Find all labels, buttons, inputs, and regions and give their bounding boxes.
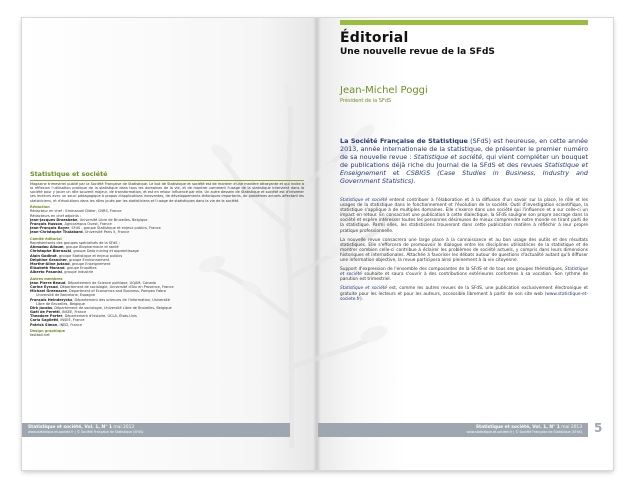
body-paragraph: Support d'expression de l'ensemble des composantes de la SFdS et de tous ses groupes thématiques, Statistique et société souhaite et saura s'ouvrir à des contributions extérieures conformes à sa vocation. Son rythme de parution est trimestriel.: [340, 267, 588, 283]
autres-line: François Heinderyckx, Département des sciences de l'information, Université: [30, 297, 170, 302]
redaction-title: Rédaction: [30, 205, 50, 210]
autres-line: Patrick Simon, INED, France: [30, 322, 82, 327]
body-paragraph: Statistique et société entend contribuer à l'élaboration et à la diffusion d'un savoir sur la place, le rôle et les usages de la statistique dans le fonctionnement et l'évolution de la société. Outil d'investigation scientifique, la statistique s'applique à de multiples domaines. Elle s'exerce dans une société qui l'influence et a sur celle-ci un impact en retour. En consacrant une publication à cette dialectique, la SFdS souligne son propre ancrage dans la société et espère intéresser toutes les personnes désireuses de mieux comprendre notre monde en tirant parti de la statistique. Parmi elles, les statisticiens trouveront dans cette publication matière à réfléchir à leur propre pratique professionnelle.: [340, 198, 589, 234]
comite-line: Elisabeth Morand, groupe Enquêtes: [30, 265, 97, 270]
footer-right: [318, 423, 588, 437]
footer-right-sub: www.statistique-et-societe.fr | © Société Française de Statistique (SFdS): [466, 429, 582, 434]
comite-line: Représentants des groupes spécialisés de la SFdS :: [30, 241, 120, 246]
autres-line: Libre de Bruxelles, Belgique: [36, 301, 85, 306]
footer-left-sub: www.statistique-et-societe.fr | © Société Française de Statistique (SFdS): [28, 429, 144, 434]
comite-line: Alain Godinot, groupe Statistique et enjeux publics: [30, 253, 123, 258]
redaction-section: [30, 205, 304, 234]
title-accent-bar: [340, 20, 588, 25]
autres-line: Jean Pierre Beaud, Département de Science politique, UQAM, Canada: [30, 280, 156, 285]
body-paragraph: Statistique et société est, comme les autres revues de la SFdS, une publication exclusivement électronique et gratuite pour les lecteurs et pour les auteurs, accessible librement à partir de son site web (www.statistique-et-societe.fr).: [340, 286, 588, 302]
website-link[interactable]: www.statistique-et-societe.fr: [340, 291, 588, 302]
autres-line: Dirk Jacobs, Département de sociologie, Université Libre de Bruxelles, Belgique: [30, 305, 172, 310]
comite-line: Delphine Grancher, groupe Environnement: [30, 257, 110, 262]
page-title: Éditorial: [340, 30, 409, 46]
lead-paragraph: La Société Française de Statistique (SFdS) est heureuse, en cette année 2013, année internationale de la statistique, de présenter le premier numéro de sa nouvelle revue : Statistique et société, qui vient compléter un bouquet de publications déjà riche du Journal de la SFdS et des revues Statistique et Enseignement et CSBIGS (Case Studies in Business, Industry and Government Statistics).: [340, 137, 588, 185]
comite-line: Marthe-Aline Jutand, groupe Enseignement: [30, 261, 111, 266]
redaction-line: Rédacteur en chef : Emmanuel Didier, CNRS, France: [30, 209, 122, 214]
autres-line: Carla Saglietti, INSEE, France: [30, 318, 85, 323]
masthead-heading: Statistique et société: [30, 170, 304, 181]
footer-left: [22, 423, 290, 437]
author-name: Jean-Michel Poggi: [340, 85, 428, 96]
design-section: [30, 329, 304, 337]
comite-line: Ahmadou Alioum, groupe Biopharmacie et santé: [30, 245, 119, 250]
footer-right-title: Statistique et société, Vol. 1, N° 1 mai 2013: [475, 424, 582, 430]
comite-section: [30, 237, 304, 274]
autres-line: Corine Eyraud, Département de sociologie, Université d'Aix en Provence, France: [30, 285, 174, 290]
autres-line: Michael Greenacre, Department of Economics and Business, Pompeu Fabra: [30, 289, 166, 294]
redaction-line: Jean-François Royer, SFdS - groupe Statistique et enjeux publics, France: [30, 226, 161, 231]
redaction-line: Jean-Jacques Droesbeke, Université Libre de Bruxelles, Belgique: [30, 217, 148, 222]
autres-line: Theodore Porter, Département d'histoire, UCLA, États-Unis: [30, 314, 137, 319]
page-subtitle: Une nouvelle revue de la SFdS: [340, 47, 495, 57]
comite-line: Alberto Pasanisi, groupe Industrie: [30, 270, 94, 275]
autres-title: Autres membres: [30, 276, 63, 281]
author-role: Président de la SFdS: [340, 98, 392, 104]
redaction-line: François Husson, Agrocampus Ouest, France: [30, 221, 112, 226]
page-number: 5: [594, 421, 603, 435]
redaction-line: Rédacteurs en chef adjoints :: [30, 213, 82, 218]
editorial-body: [340, 198, 588, 306]
redaction-line: Jean-Christophe Thalabard, Université Paris 5, France: [30, 230, 130, 235]
design-credit: fastboil.net: [30, 333, 50, 338]
autres-line: Université de Barcelone, Espagne: [36, 293, 96, 298]
design-title: Design graphique: [30, 329, 65, 334]
comite-title: Comité éditorial: [30, 236, 62, 241]
body-paragraph: La nouvelle revue consacrera une large place à la connaissance et au bon usage des outils et des résultats statistiques. Elle s'efforcera de promouvoir le dialogue entre les disciplines utilisatrices de la statistique et de montrer combien celle-ci contribue à éclairer les problèmes de société actuels, y compris dans leurs dimensions historiques et internationales. Attachée à favoriser les débats autour de questions d'actualité autant qu'à diffuser une information objective, la revue participera ainsi pleinement à la vie citoyenne.: [340, 237, 588, 264]
autres-line: Gaël de Peretti, INSEE, France: [30, 310, 87, 315]
footer-left-title: Statistique et société, Vol. 1, N° 1 mai 2013: [28, 424, 135, 430]
comite-line: Christophe Biernacki, groupe Data mining et apprentissage: [30, 249, 139, 254]
autres-section: [30, 277, 304, 327]
masthead-body: [30, 182, 304, 337]
masthead-intro: Magazine trimestriel publié par la Société Française de Statistique. Le but de Statistique et société est de montrer d'une manière attrayante et qui invite à la réflexion l'utilisation pratique de la statistique dans tous les domaines de la vie, et de montrer comment l'usage de la statistique intervient dans la société pour y jouer un rôle souvent majeur, de transformation, et est en retour influencé par elle. Un autre dessein de Statistique et société est d'informer ses lecteurs avec un souci pédagogique à propos d'applications innovantes, de développements théoriques importants, de problèmes actuels affectant les statisticiens, et d'évolutions dans les rôles joués par les statisticiens et l'usage de statistiques dans la vie de la société.: [30, 182, 304, 203]
